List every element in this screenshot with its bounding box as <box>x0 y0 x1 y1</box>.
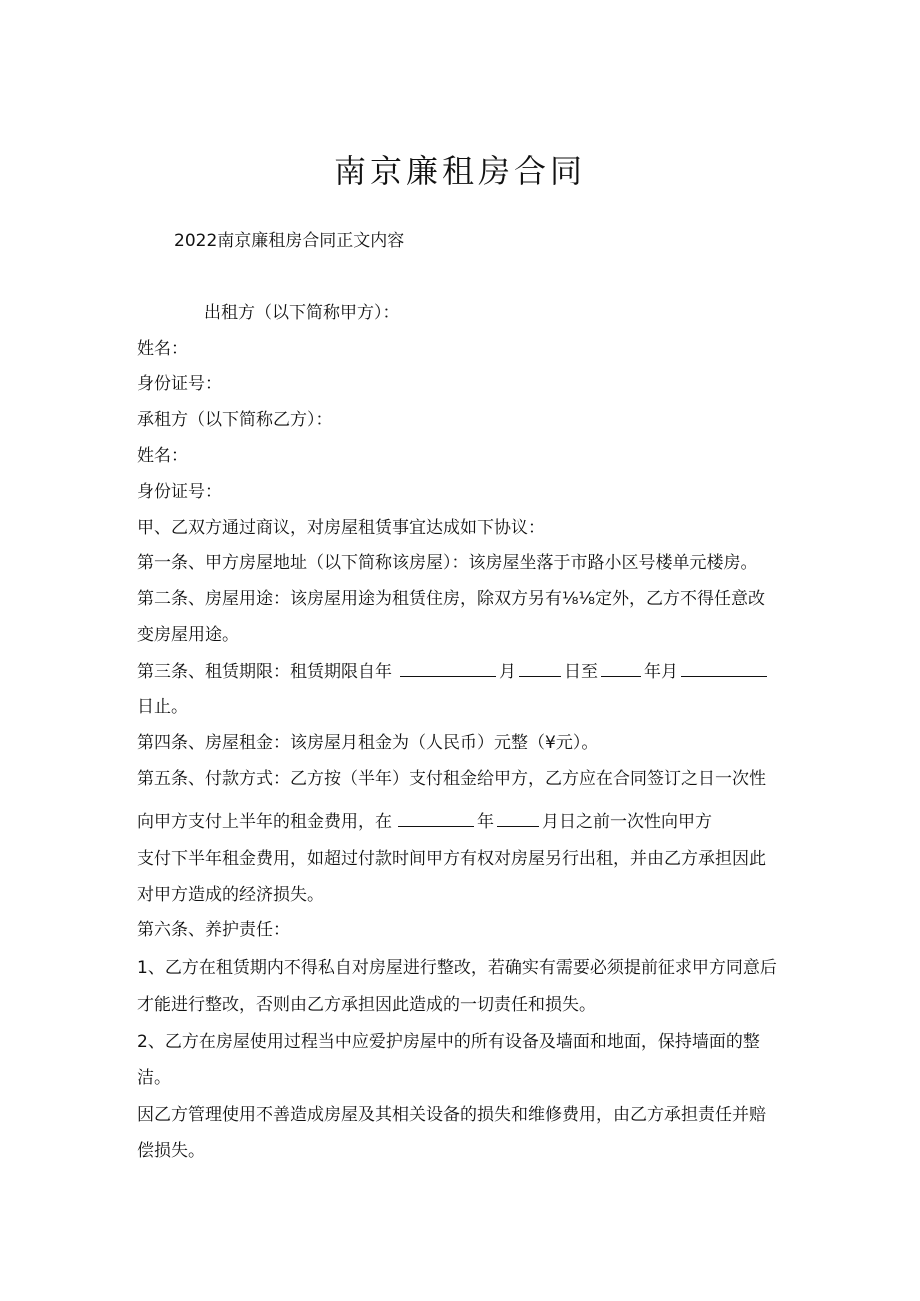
document-title: 南京廉租房合同 <box>333 152 586 190</box>
blank-field <box>601 660 641 677</box>
document-subtitle: 2022南京廉租房合同正文内容 <box>174 231 405 251</box>
article-5-text-a: 向甲方支付上半年的租金费用，在 <box>137 812 392 832</box>
article-2-line-2: 变房屋用途。 <box>137 625 239 645</box>
article-5-text-b: 年 <box>477 812 494 832</box>
article-6-item-1-line-1: 1、乙方在租赁期内不得私自对房屋进行整改，若确实有需要必须提前征求甲方同意后 <box>137 958 777 978</box>
article-5-line-4: 对甲方造成的经济损失。 <box>137 885 324 905</box>
article-3-line-1 <box>137 660 770 683</box>
article-3-line-2: 日止。 <box>137 697 188 717</box>
article-3-text-a: 第三条、租赁期限：租赁期限自年 <box>137 662 392 682</box>
article-2-line-1: 第二条、房屋用途：该房屋用途为租赁住房，除双方另有⅛⅛定外，乙方不得任意改 <box>137 589 765 609</box>
lessor-name: 姓名： <box>137 339 188 359</box>
intro-paragraph: 甲、乙双方通过商议，对房屋租赁事宜达成如下协议： <box>137 518 545 538</box>
article-5-text-c: 月日之前一次性向甲方 <box>542 812 712 832</box>
article-6-item-2-line-2: 洁。 <box>137 1068 171 1088</box>
lessee-name: 姓名： <box>137 446 188 466</box>
lessee-heading: 承租方（以下简称乙方）： <box>137 410 333 430</box>
article-4: 第四条、房屋租金：该房屋月租金为（人民币）元整（¥元）。 <box>137 733 599 753</box>
article-1: 第一条、甲方房屋地址（以下简称该房屋）：该房屋坐落于市路小区号楼单元楼房。 <box>137 553 758 573</box>
article-3-text-b: 月 <box>499 662 516 682</box>
lessor-id: 身份证号： <box>137 374 222 394</box>
article-5-line-2 <box>137 810 712 833</box>
article-6-item-3-line-2: 偿损失。 <box>137 1141 205 1161</box>
article-5-line-1: 第五条、付款方式：乙方按（半年）支付租金给甲方，乙方应在合同签订之日一次性 <box>137 769 766 789</box>
article-6-heading: 第六条、养护责任： <box>137 920 290 940</box>
lessor-heading: 出租方（以下简称甲方）： <box>204 303 400 323</box>
article-6-item-3-line-1: 因乙方管理使用不善造成房屋及其相关设备的损失和维修费用，由乙方承担责任并赔 <box>137 1105 766 1125</box>
blank-field <box>519 660 561 677</box>
article-6-item-2-line-1: 2、乙方在房屋使用过程当中应爱护房屋中的所有设备及墙面和地面，保持墙面的整 <box>137 1032 760 1052</box>
blank-field <box>400 660 496 677</box>
blank-field <box>497 810 539 827</box>
article-3-text-d: 年月 <box>644 662 678 682</box>
blank-field <box>398 810 474 827</box>
article-3-text-c: 日至 <box>564 662 598 682</box>
lessee-id: 身份证号： <box>137 482 222 502</box>
article-6-item-1-line-2: 才能进行整改，否则由乙方承担因此造成的一切责任和损失。 <box>137 995 596 1015</box>
blank-field <box>681 660 767 677</box>
article-5-line-3: 支付下半年租金费用，如超过付款时间甲方有权对房屋另行出租，并由乙方承担因此 <box>137 849 766 869</box>
